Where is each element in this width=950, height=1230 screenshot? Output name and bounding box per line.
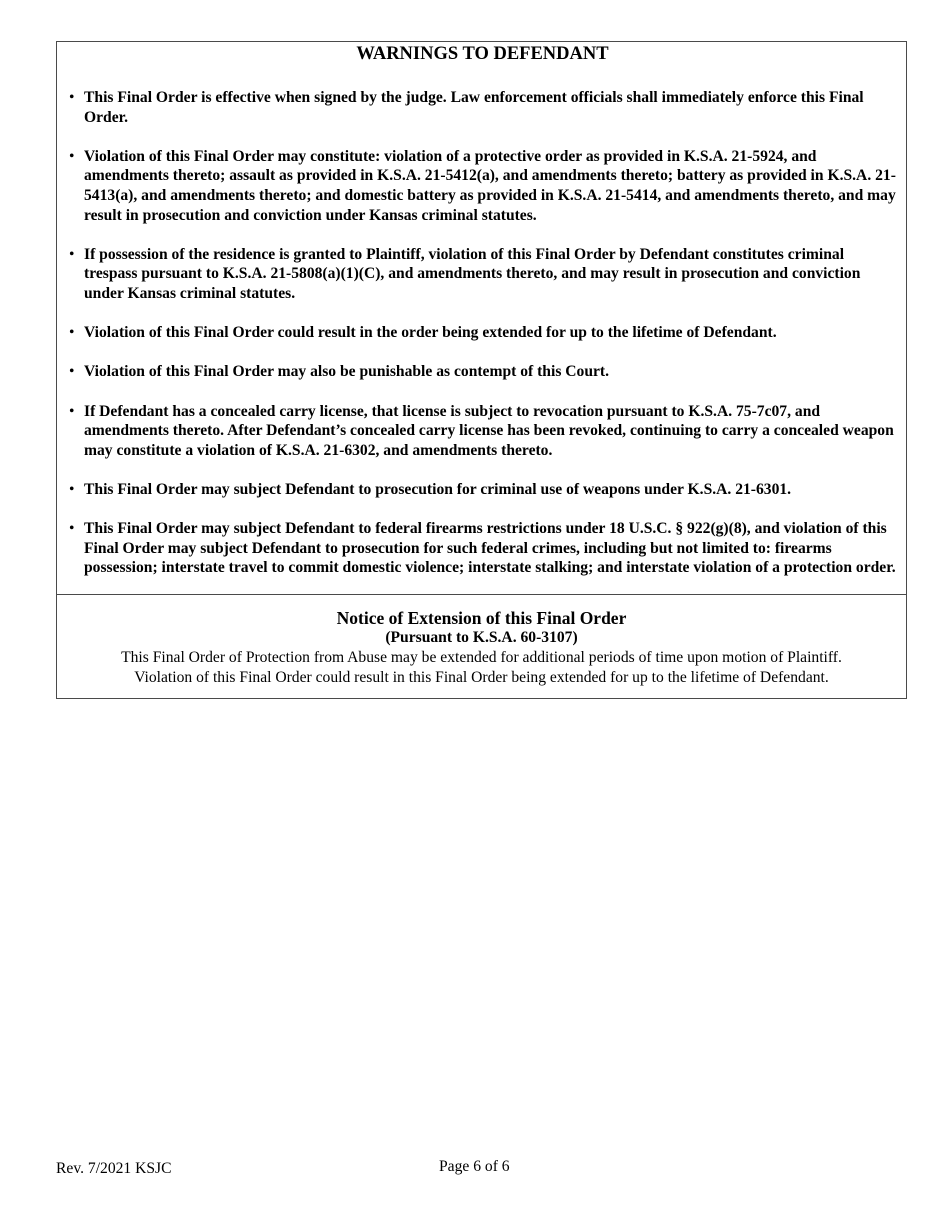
bullet-icon: • — [69, 147, 75, 165]
warning-text: This Final Order may subject Defendant to federal firearms restrictions under 18 U.S.C. § 922(g)(8), and violation of this Final Order may subject Defendant to prosecution for such federal crimes, including but not limited to: firearms possession; interstate travel to commit domestic violence; interstate stalking; and interstate violation of a protection order. — [84, 520, 896, 577]
document-box — [56, 41, 907, 699]
warning-item — [69, 245, 896, 304]
notice-subtitle: (Pursuant to K.S.A. 60-3107) — [385, 628, 578, 646]
bullet-icon: • — [69, 402, 75, 420]
warning-item — [69, 147, 896, 225]
warning-text: Violation of this Final Order may also be punishable as contempt of this Court. — [84, 363, 610, 381]
warning-text: This Final Order is effective when signed by the judge. Law enforcement officials shall immediately enforce this Final Order. — [84, 89, 864, 126]
warnings-title: WARNINGS TO DEFENDANT — [356, 44, 609, 64]
notice-title: Notice of Extension of this Final Order — [336, 607, 627, 628]
bullet-icon: • — [69, 324, 75, 342]
warning-item — [69, 323, 896, 343]
bullet-icon: • — [69, 363, 75, 381]
revision-label: Rev. 7/2021 KSJC — [56, 1160, 172, 1177]
notice-line: Violation of this Final Order could result in this Final Order being extended for up to the lifetime of Defendant. — [134, 668, 829, 686]
warning-item — [69, 362, 896, 382]
extension-notice-section — [57, 595, 906, 698]
bullet-icon: • — [69, 245, 75, 263]
warning-text: If Defendant has a concealed carry license, that license is subject to revocation pursuant to K.S.A. 75-7c07, and amendments thereto. After Defendant’s concealed carry license has been revoked, continuing to carry a concealed weapon may constitute a violation of K.S.A. 21-6302, and amendments thereto. — [84, 402, 894, 459]
bullet-icon: • — [69, 480, 75, 498]
warnings-section — [57, 43, 906, 595]
notice-line: This Final Order of Protection from Abuse may be extended for additional periods of time upon motion of Plaintiff. — [121, 648, 842, 666]
bullet-icon: • — [69, 520, 75, 538]
warning-text: Violation of this Final Order could result in the order being extended for up to the lifetime of Defendant. — [84, 324, 777, 342]
warning-text: Violation of this Final Order may constitute: violation of a protective order as provided in K.S.A. 21-5924, and amendments thereto; assault as provided in K.S.A. 21-5412(a), and amendments thereto; battery as provided in K.S.A. 21-5413(a), and amendments thereto; and domestic battery as provided in K.S.A. 21-5414, and amendments thereto, and may result in prosecution and conviction under Kansas criminal statutes. — [84, 147, 896, 224]
warning-text: If possession of the residence is granted to Plaintiff, violation of this Final Order by Defendant constitutes criminal trespass pursuant to K.S.A. 21-5808(a)(1)(C), and amendments thereto, and may result in prosecution and conviction under Kansas criminal statutes. — [84, 245, 861, 302]
warning-item — [69, 480, 896, 500]
warning-item — [69, 519, 896, 578]
warning-item — [69, 402, 896, 461]
warning-text: This Final Order may subject Defendant to prosecution for criminal use of weapons under K.S.A. 21-6301. — [84, 480, 792, 498]
bullet-icon: • — [69, 89, 75, 106]
warning-item — [69, 88, 896, 127]
page-number: Page 6 of 6 — [439, 1158, 510, 1175]
warnings-list — [69, 88, 896, 578]
